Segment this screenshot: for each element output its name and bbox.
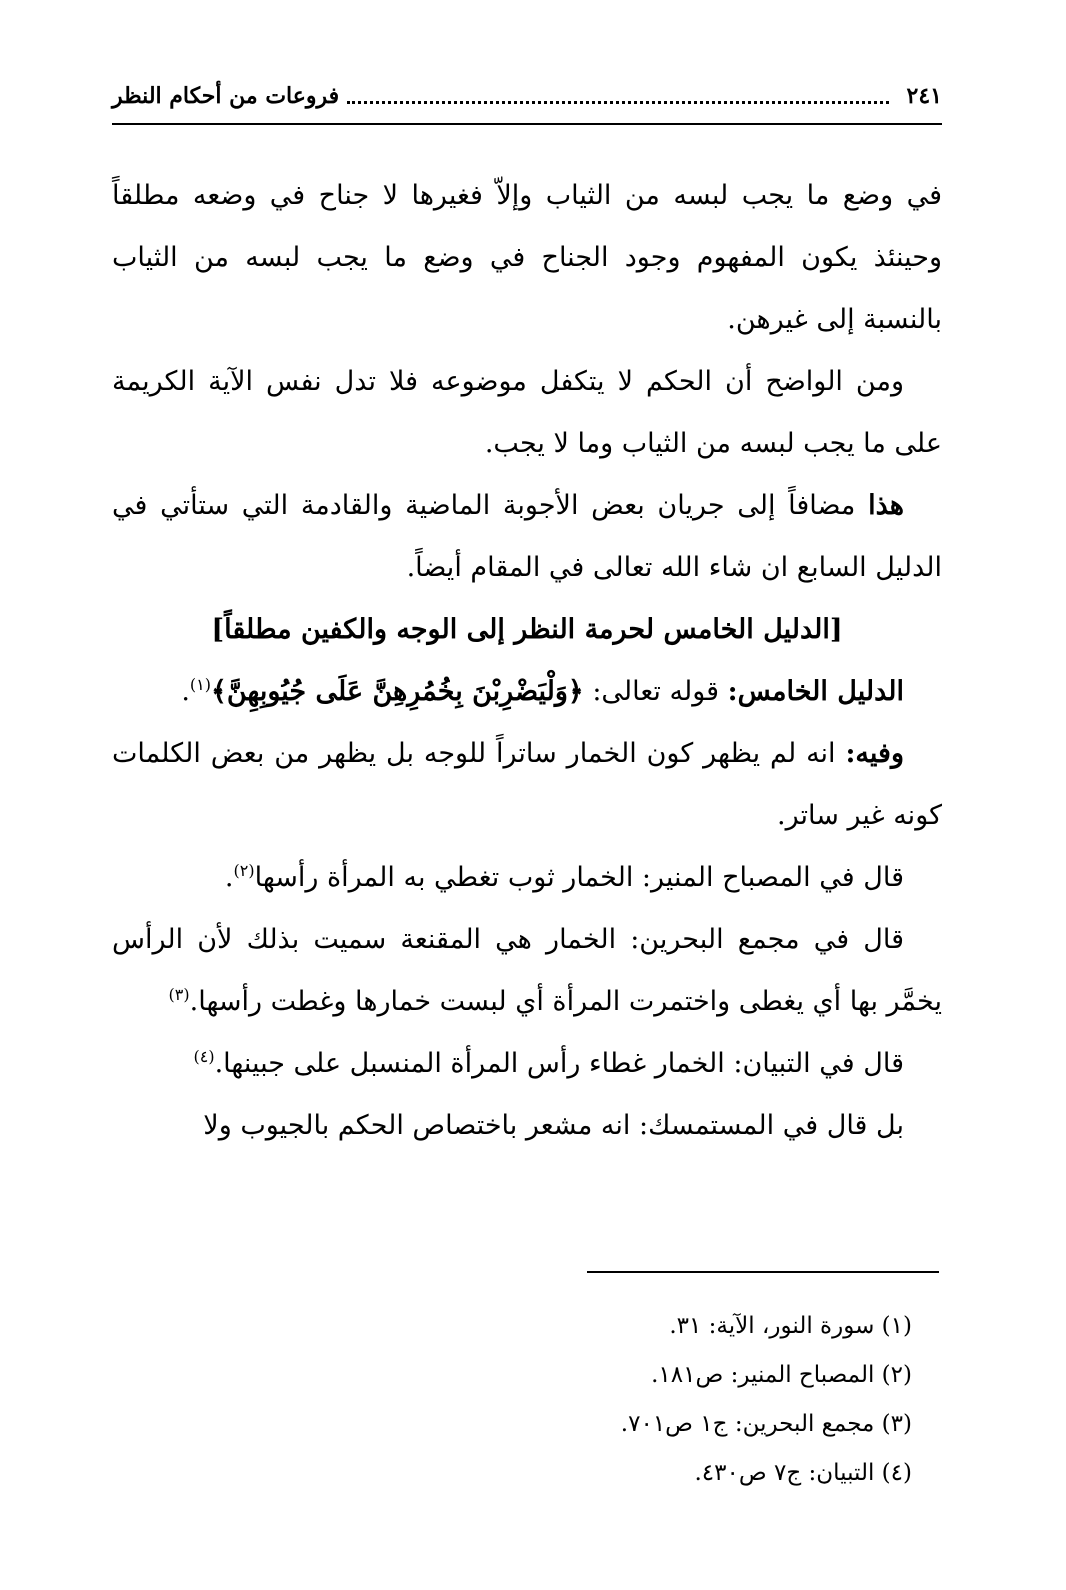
main-text — [112, 165, 942, 1157]
paragraph-4-lead: الدليل الخامس: — [727, 676, 904, 707]
paragraph-6-text: قال في المصباح المنير: الخمار ثوب تغطي به المرأة رأسها — [254, 862, 904, 893]
paragraph-4-end: . — [181, 676, 190, 707]
header-divider — [112, 123, 942, 125]
footnote-marker-4: (٤) — [193, 1047, 215, 1066]
paragraph-8 — [112, 1033, 942, 1095]
paragraph-6 — [112, 847, 942, 909]
paragraph-2-text: ومن الواضح أن الحكم لا يتكفل موضوعه فلا تدل نفس الآية الكريمة على ما يجب لبسه من الثياب وما لا يجب. — [112, 366, 942, 459]
paragraph-6-end: . — [224, 862, 234, 893]
paragraph-8-text: قال في التبيان: الخمار غطاء رأس المرأة المنسبل على جبينها. — [214, 1048, 904, 1079]
footnote-4: (٤) التبيان: ج٧ ص٤٣٠. — [694, 1460, 912, 1486]
running-header — [112, 76, 942, 116]
footnote-marker-2: (٢) — [233, 861, 255, 880]
paragraph-2 — [112, 351, 942, 475]
footnote-marker-3: (٣) — [168, 985, 190, 1004]
paragraph-5-text: انه لم يظهر كون الخمار ساتراً للوجه بل يظهر من بعض الكلمات كونه غير ساتر. — [112, 738, 942, 831]
footnote-1: (١) سورة النور، الآية: ٣١. — [669, 1313, 912, 1339]
page-number: ٢٤١ — [906, 83, 942, 109]
paragraph-1 — [112, 165, 942, 351]
footnote-divider — [587, 1271, 939, 1273]
footnote-2: (٢) المصباح المنير: ص١٨١. — [651, 1362, 912, 1388]
paragraph-5 — [112, 723, 942, 847]
section-heading: [الدليل الخامس لحرمة النظر إلى الوجه والكفين مطلقاً] — [211, 614, 843, 645]
paragraph-3 — [112, 475, 942, 599]
quran-verse: ﴿وَلْيَضْرِبْنَ بِخُمُرِهِنَّ عَلَى جُيُوبِهِنَّ﴾ — [211, 676, 584, 707]
dotted-leader — [347, 101, 888, 104]
paragraph-3-text: مضافاً إلى جريان بعض الأجوبة الماضية والقادمة التي ستأتي في الدليل السابع ان شاء الله تعالى في المقام أيضاً. — [112, 490, 942, 583]
paragraph-3-lead: هذا — [868, 490, 904, 521]
paragraph-4 — [112, 661, 942, 723]
footnote-3: (٣) مجمع البحرين: ج١ ص٧٠١. — [620, 1411, 912, 1437]
footnotes — [112, 1302, 912, 1498]
paragraph-9 — [112, 1095, 942, 1157]
paragraph-7-text: قال في مجمع البحرين: الخمار هي المقنعة سميت بذلك لأن الرأس يخمَّر بها أي يغطى واختمرت المرأة أي لبست خمارها وغطت رأسها. — [112, 924, 942, 1017]
paragraph-4-text: قوله تعالى: — [583, 676, 728, 707]
paragraph-5-lead: وفيه: — [845, 738, 904, 769]
running-section-title: فروعات من أحكام النظر — [112, 83, 340, 109]
footnote-marker-1: (١) — [189, 675, 211, 694]
paragraph-7 — [112, 909, 942, 1033]
paragraph-1-text: في وضع ما يجب لبسه من الثياب وإلاّ فغيرها لا جناح في وضعه مطلقاً وحينئذ يكون المفهوم وجود الجناح في وضع ما يجب لبسه من الثياب بالنسبة إلى غيرهن. — [112, 180, 942, 335]
paragraph-9-text: بل قال في المستمسك: انه مشعر باختصاص الحكم بالجيوب ولا — [203, 1110, 904, 1141]
